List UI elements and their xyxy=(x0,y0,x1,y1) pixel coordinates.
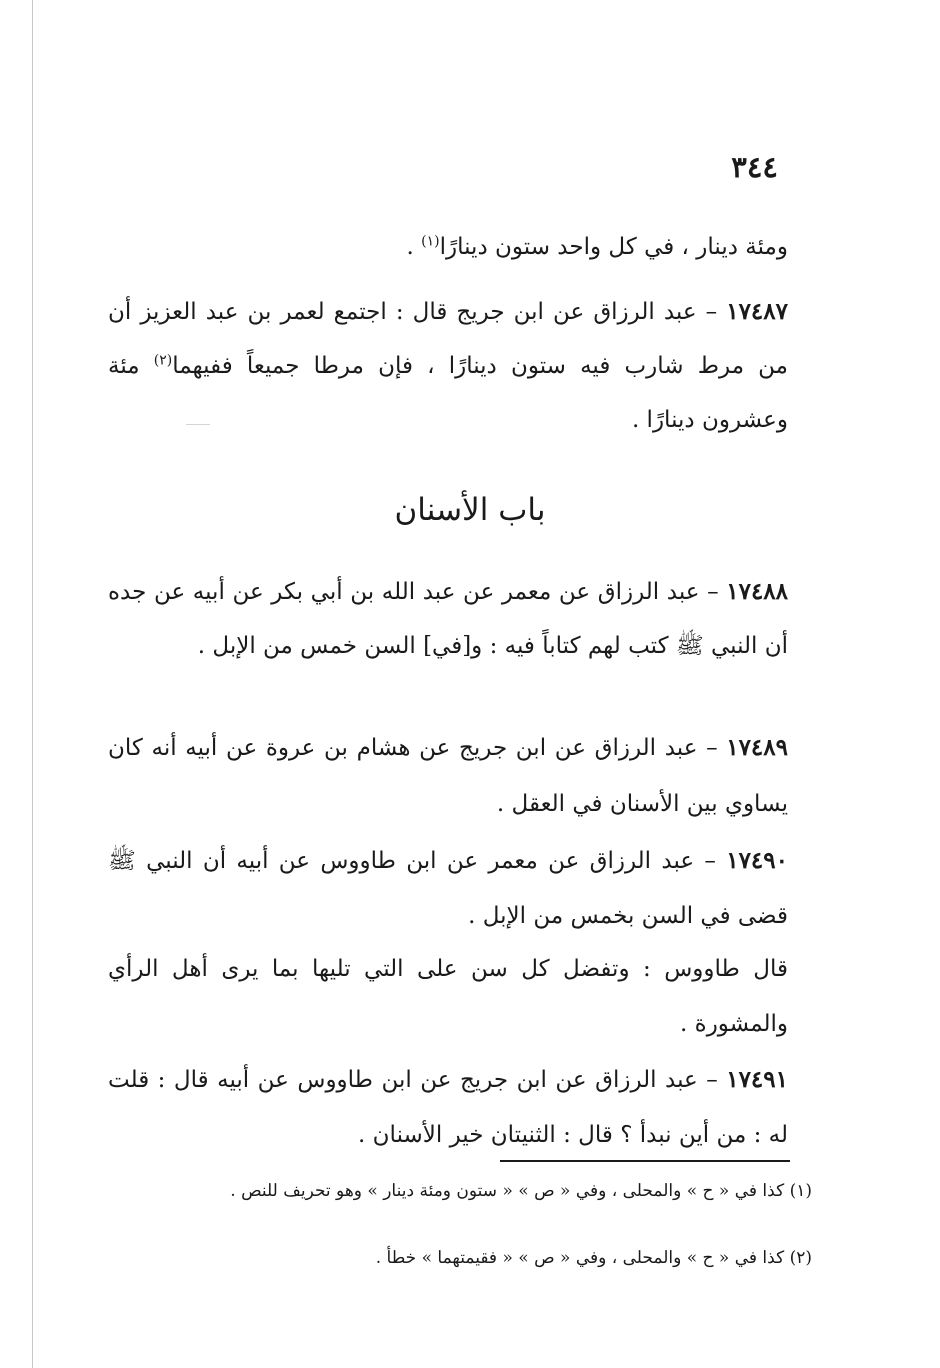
hadith-number: ١٧٤٨٧ xyxy=(726,298,788,325)
footnote-ref-2: (٢) xyxy=(153,352,173,369)
hadith-17488 xyxy=(108,565,788,673)
intro-end: . xyxy=(406,234,422,260)
hadith-number: ١٧٤٨٩ xyxy=(726,734,788,761)
hadith-number: ١٧٤٩١ xyxy=(726,1066,788,1093)
hadith-text: – عبد الرزاق عن معمر عن عبد الله بن أبي بكر عن أبيه عن جده أن النبي ﷺ كتب لهم كتاباً فيه : و[في] السن خمس من الإبل . xyxy=(108,579,788,659)
footnote-text: كذا في « ح » والمحلى ، وفي « ص » « ستون ومئة دينار » وهو تحريف للنص . xyxy=(230,1181,790,1201)
hadith-17491 xyxy=(108,1052,788,1163)
hadith-text: – عبد الرزاق عن ابن جريج قال : اجتمع لعمر بن عبد العزيز أن من مرط شارب فيه ستون دينارًا ، فإن مرطا جميعاً ففيهما xyxy=(108,299,789,379)
faint-mark xyxy=(186,424,210,425)
chapter-heading: باب الأسنان xyxy=(394,492,546,528)
page-edge-line xyxy=(32,0,33,1368)
hadith-17490 xyxy=(108,833,788,944)
footnote-2 xyxy=(122,1243,812,1273)
hadith-17487 xyxy=(108,285,788,447)
footnote-divider xyxy=(500,1160,790,1162)
footnote-text: كذا في « ح » والمحلى ، وفي « ص » « فقيمتهما » خطأ . xyxy=(375,1248,790,1268)
hadith-number: ١٧٤٨٨ xyxy=(726,578,789,605)
intro-paragraph xyxy=(108,220,788,274)
intro-text: ومئة دينار ، في كل واحد ستون دينارًا xyxy=(439,234,788,260)
hadith-text: – عبد الرزاق عن ابن جريج عن هشام بن عروة عن أبيه أنه كان يساوي بين الأسنان في العقل . xyxy=(108,735,788,817)
hadith-text-end: مئة وعشرون دينارًا . xyxy=(108,353,788,433)
tawus-paragraph xyxy=(108,942,788,1052)
footnote-1 xyxy=(122,1176,812,1206)
footnote-marker: (٢) xyxy=(789,1248,812,1268)
hadith-17489 xyxy=(108,720,788,832)
footnote-ref-1: (١) xyxy=(421,233,440,250)
footnote-marker: (١) xyxy=(789,1181,812,1201)
page-number: ٣٤٤ xyxy=(731,150,778,184)
tawus-text: قال طاووس : وتفضل كل سن على التي تليها بما يرى أهل الرأي والمشورة . xyxy=(108,956,788,1037)
hadith-text: – عبد الرزاق عن ابن جريج عن ابن طاووس عن أبيه قال : قلت له : من أين نبدأ ؟ قال : الثنيتان خير الأسنان . xyxy=(108,1067,788,1148)
hadith-number: ١٧٤٩٠ xyxy=(726,847,788,874)
hadith-text: – عبد الرزاق عن معمر عن ابن طاووس عن أبيه أن النبي ﷺ قضى في السن بخمس من الإبل . xyxy=(108,848,788,929)
